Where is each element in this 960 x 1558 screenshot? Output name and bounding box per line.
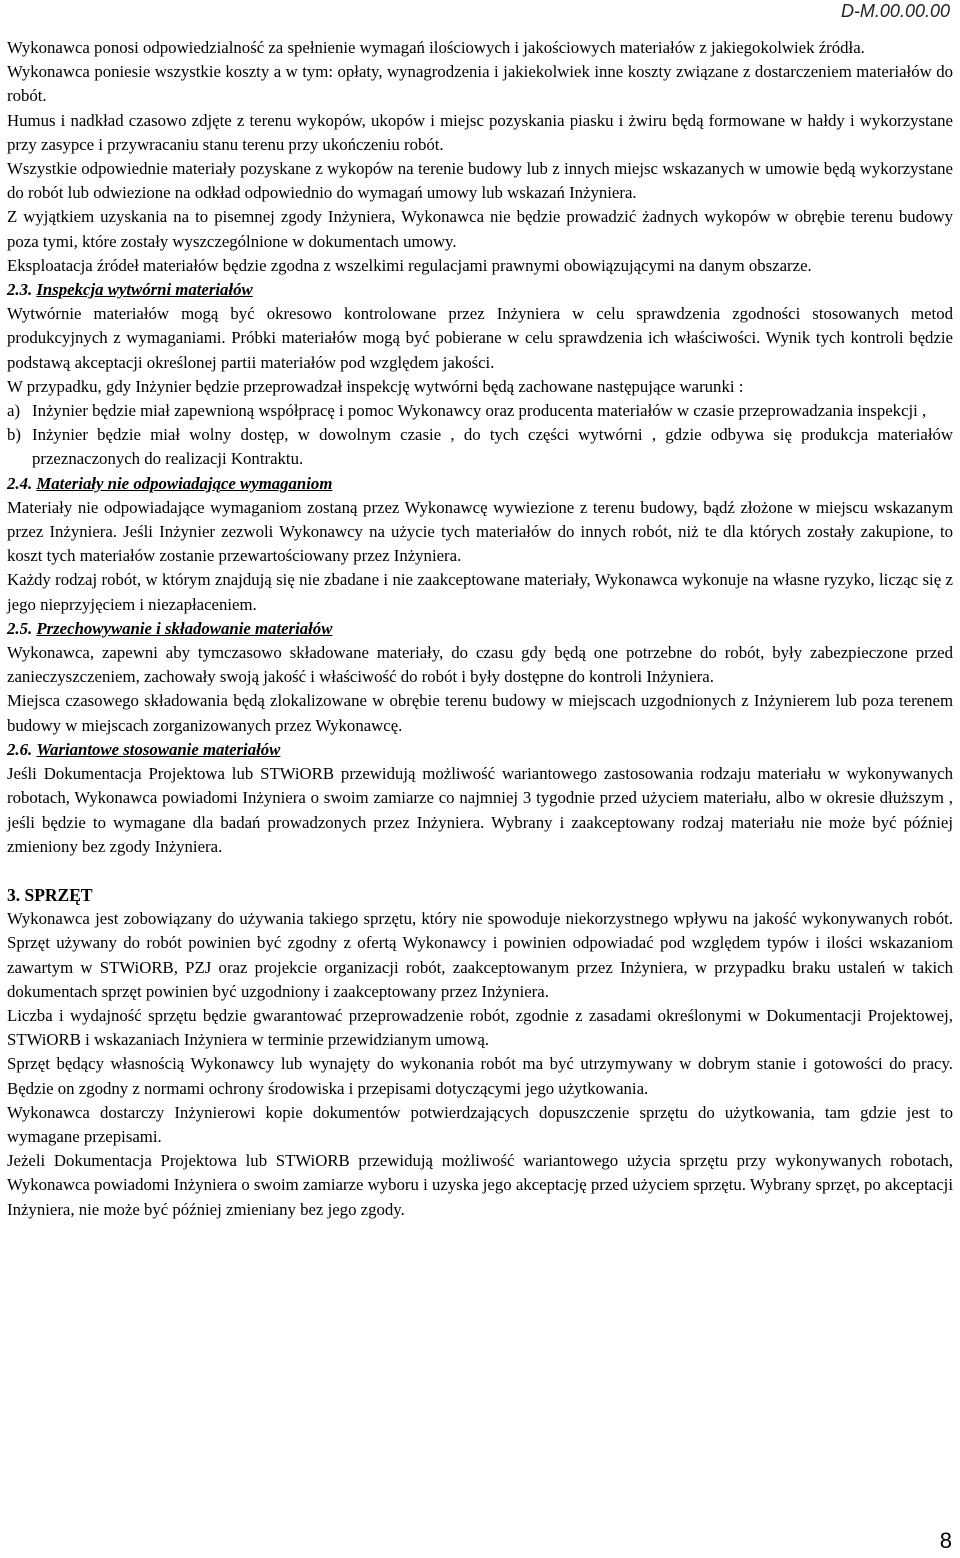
list-text: Inżynier będzie miał zapewnioną współpracę i pomoc Wykonawcy oraz producenta materiałów w czasie przeprowadzania inspekcji ,	[32, 401, 927, 421]
paragraph: Wytwórnie materiałów mogą być okresowo kontrolowane przez Inżyniera w celu sprawdzenia zgodności stosowanych metod produkcyjnych z wymaganiami. Próbki materiałów mogą być pobierane w celu sprawdzenia ich właściwości. Wynik tych kontroli będzie podstawą akceptacji określonej partii materiałów pod względem jakości.	[7, 304, 953, 372]
paragraph: W przypadku, gdy Inżynier będzie przeprowadzał inspekcję wytwórni będą zachowane następujące warunki :	[7, 376, 744, 396]
paragraph: Wykonawca poniesie wszystkie koszty a w tym: opłaty, wynagrodzenia i jakiekolwiek inne koszty związane z dostarczeniem materiałów do robót.	[7, 62, 953, 106]
paragraph: Jeżeli Dokumentacja Projektowa lub STWiORB przewidują możliwość wariantowego użycia sprzętu przy wykonywanych robotach, Wykonawca powiadomi Inżyniera o swoim zamiarze wyboru i uzyska jego akceptację przed użyciem sprzętu. Wybrany sprzęt, po akceptacji Inżyniera, nie może być później zmieniany bez jego zgody.	[7, 1151, 953, 1219]
paragraph: Liczba i wydajność sprzętu będzie gwarantować przeprowadzenie robót, zgodnie z zasadami określonymi w Dokumentacji Projektowej, STWiORB i wskazaniach Inżyniera w terminie przewidzianym umową.	[7, 1005, 953, 1050]
list-item	[7, 399, 953, 423]
paragraph: Materiały nie odpowiadające wymaganiom zostaną przez Wykonawcę wywiezione z terenu budowy, bądź złożone w miejscu wskazanym przez Inżyniera. Jeśli Inżynier zezwoli Wykonawcy na użycie tych materiałów do innych robót, niż te dla których zostały zakupione, to koszt tych materiałów zostanie przewartościowany przez Inżyniera.	[7, 497, 953, 566]
paragraph: Wykonawca dostarczy Inżynierowi kopie dokumentów potwierdzających dopuszczenie sprzętu do użytkowania, tam gdzie jest to wymagane przepisami.	[7, 1102, 953, 1146]
section-heading-2-4: 2.4. Materiały nie odpowiadające wymaganiom	[7, 473, 333, 493]
page-number: 8	[939, 1528, 952, 1553]
section-heading-3: 3. SPRZĘT	[7, 884, 93, 905]
document-code: D-M.00.00.00	[840, 1, 950, 21]
paragraph: Wykonawca jest zobowiązany do używania takiego sprzętu, który nie spowoduje niekorzystnego wpływu na jakość wykonywanych robót. Sprzęt używany do robót powinien być zgodny z ofertą Wykonawcy i powinien odpowiadać pod względem typów i ilości wskazaniom zawartym w STWiORB, PZJ oraz projekcie organizacji robót, zaakceptowanym przez Inżyniera, w przypadku braku ustaleń w takich dokumentach sprzęt powinien być uzgodniony i zaakceptowany przez Inżyniera.	[7, 909, 953, 1001]
list-marker: b)	[7, 425, 21, 445]
paragraph: Wszystkie odpowiednie materiały pozyskane z wykopów na terenie budowy lub z innych miejsc wskazanych w umowie będą wykorzystane do robót lub odwiezione na odkład odpowiednio do wymagań umowy lub wskazań Inżyniera.	[7, 159, 953, 203]
section-heading-2-3: 2.3. Inspekcja wytwórni materiałów	[7, 280, 253, 300]
document-body	[7, 36, 953, 1222]
spacer	[7, 859, 953, 883]
list-text: Inżynier będzie miał wolny dostęp, w dowolnym czasie , do tych części wytwórni , gdzie odbywa się produkcja materiałów przeznaczonych do realizacji Kontraktu.	[32, 425, 953, 469]
paragraph: Każdy rodzaj robót, w którym znajdują się nie zbadane i nie zaakceptowane materiały, Wykonawca wykonuje na własne ryzyko, licząc się z jego nieprzyjęciem i niezapłaceniem.	[7, 570, 953, 614]
paragraph: Wykonawca, zapewni aby tymczasowo składowane materiały, do czasu gdy będą one potrzebne do robót, były zabezpieczone przed zanieczyszczeniem, zachowały swoją jakość i właściwość do robót i były dostępne do kontroli Inżyniera.	[7, 643, 953, 687]
paragraph: Jeśli Dokumentacja Projektowa lub STWiORB przewidują możliwość wariantowego zastosowania rodzaju materiału w wykonywanych robotach, Wykonawca powiadomi Inżyniera o swoim zamiarze co najmniej 3 tygodnie przed użyciem materiału, albo w okresie dłuższym , jeśli będzie to wymagane dla badań prowadzonych przez Inżyniera. Wybrany i zaakceptowany rodzaj materiału nie może być później zmieniony bez zgody Inżyniera.	[7, 764, 953, 856]
section-heading-2-6: 2.6. Wariantowe stosowanie materiałów	[7, 739, 281, 759]
paragraph: Z wyjątkiem uzyskania na to pisemnej zgody Inżyniera, Wykonawca nie będzie prowadzić żadnych wykopów w obrębie terenu budowy poza tymi, które zostały wyszczególnione w dokumentach umowy.	[7, 207, 953, 251]
paragraph: Wykonawca ponosi odpowiedzialność za spełnienie wymagań ilościowych i jakościowych materiałów z jakiegokolwiek źródła.	[7, 38, 865, 57]
paragraph: Humus i nadkład czasowo zdjęte z terenu wykopów, ukopów i miejsc pozyskania piasku i żwiru będą formowane w hałdy i wykorzystane przy zasypce i przywracaniu stanu terenu przy ukończeniu robót.	[7, 110, 953, 154]
paragraph: Sprzęt będący własnością Wykonawcy lub wynajęty do wykonania robót ma być utrzymywany w dobrym stanie i gotowości do pracy. Będzie on zgodny z normami ochrony środowiska i przepisami dotyczącymi jego użytkowania.	[7, 1054, 953, 1098]
list-item	[7, 423, 953, 471]
paragraph: Eksploatacja źródeł materiałów będzie zgodna z wszelkimi regulacjami prawnymi obowiązującymi na danym obszarze.	[7, 255, 812, 275]
list-marker: a)	[7, 401, 21, 421]
paragraph: Miejsca czasowego składowania będą zlokalizowane w obrębie terenu budowy w miejscach uzgodnionych z Inżynierem lub poza terenem budowy w miejscach zorganizowanych przez Wykonawcę.	[7, 691, 953, 735]
section-heading-2-5: 2.5. Przechowywanie i składowanie materiałów	[7, 618, 333, 638]
